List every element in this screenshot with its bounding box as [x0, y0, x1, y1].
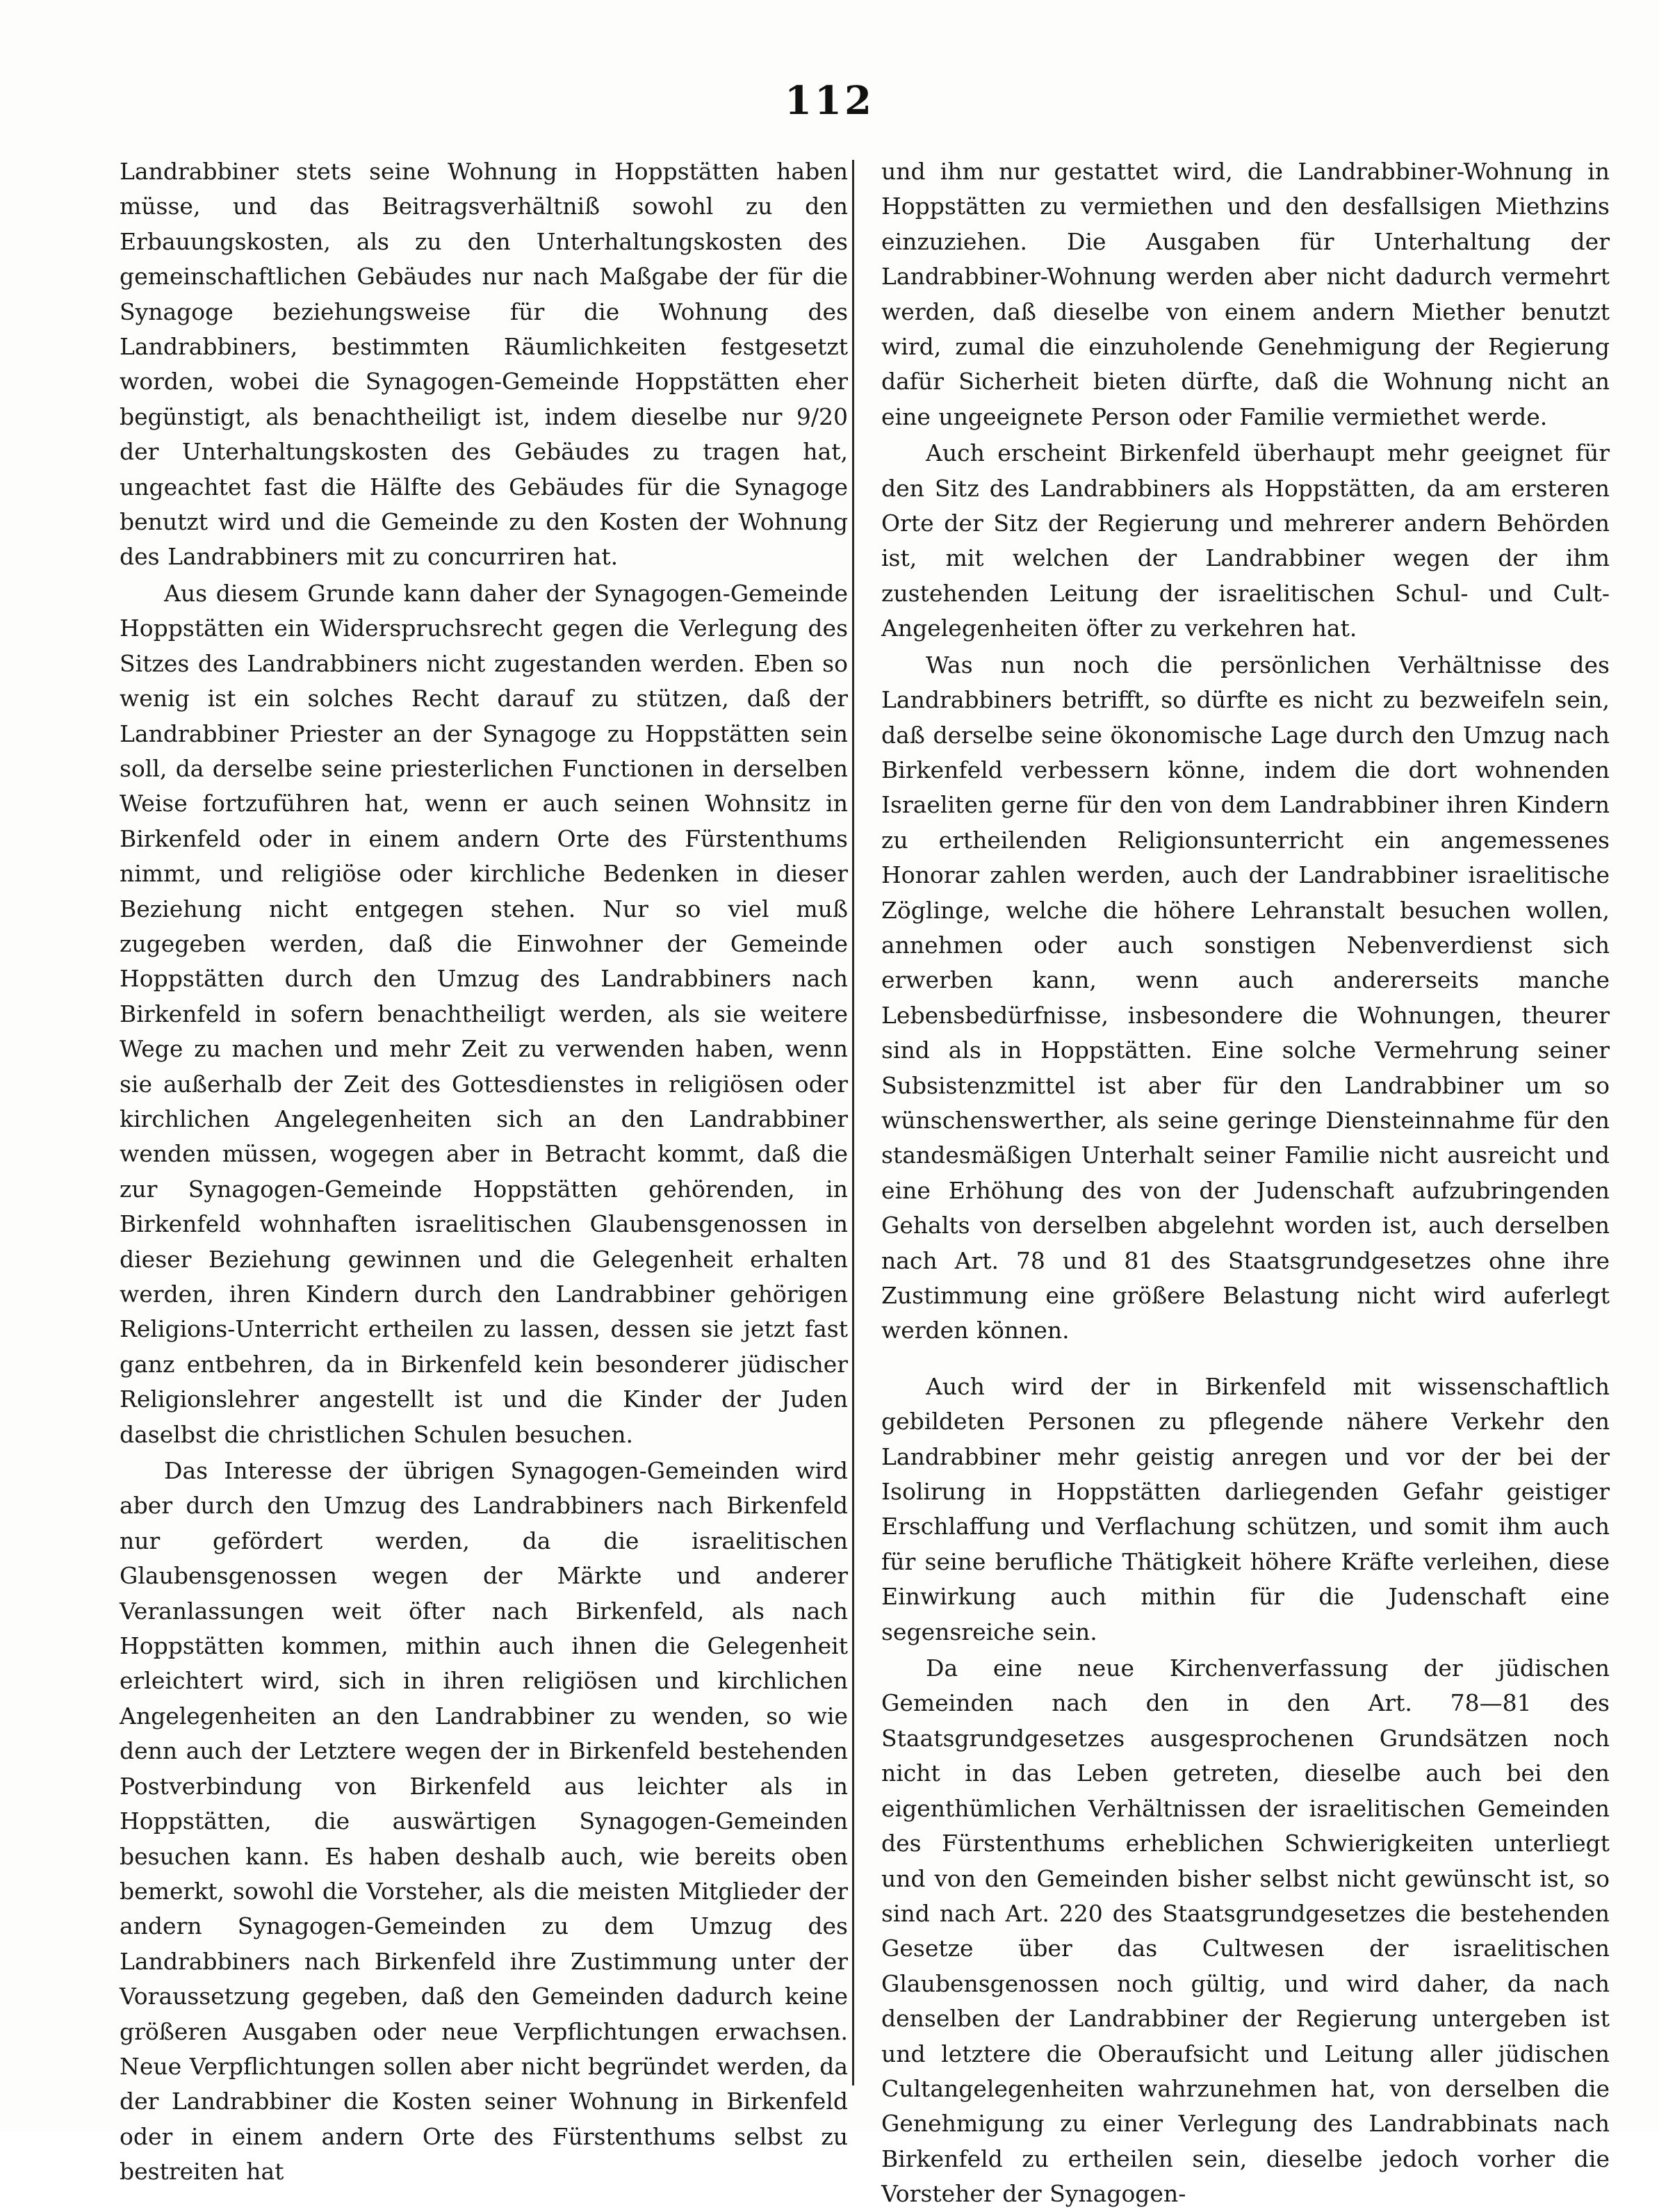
column-divider — [852, 160, 854, 2085]
left-paragraph-2: Aus diesem Grunde kann daher der Synagogen-Gemeinde Hoppstätten ein Widerspruchsrecht gegen die Verlegung des Sitzes des Landrabbiners nicht zugestanden werden. Eben so wenig ist ein solches Recht darauf zu stützen, daß der Landrabbiner Priester an der Synagoge zu Hoppstätten sein soll, da derselbe seine priesterlichen Functionen in derselben Weise fortzuführen hat, wenn er auch seinen Wohnsitz in Birkenfeld oder in einem andern Orte des Fürstenthums nimmt, und religiöse oder kirchliche Bedenken in dieser Beziehung nicht entgegen stehen. Nur so viel muß zugegeben werden, daß die Einwohner der Gemeinde Hoppstätten durch den Umzug des Landrabbiners nach Birkenfeld in sofern benachtheiligt werden, als sie weitere Wege zu machen und mehr Zeit zu verwenden haben, wenn sie außerhalb der Zeit des Gottesdienstes in religiösen oder kirchlichen Angelegenheiten sich an den Landrabbiner wenden müssen, wogegen aber in Betracht kommt, daß die zur Synagogen-Gemeinde Hoppstätten gehörenden, in Birkenfeld wohnhaften israelitischen Glaubensgenossen in dieser Beziehung gewinnen und die Gelegenheit erhalten werden, ihren Kindern durch den Landrabbiner gehörigen Religions-Unterricht ertheilen zu lassen, dessen sie jetzt fast ganz entbehren, da in Birkenfeld kein besonderer jüdischer Religionslehrer angestellt ist und die Kinder der Juden daselbst die christlichen Schulen besuchen. — [120, 579, 848, 1448]
page-number: 112 — [785, 78, 874, 124]
right-paragraph-4: Auch wird der in Birkenfeld mit wissenschaftlich gebildeten Personen zu pflegende nähere Verkehr den Landrabbiner mehr geistig anregen und vor der bei der Isolirung in Hoppstätten darliegenden Gefahr geistiger Erschlaffung und Verflachung schützen, und somit ihm auch für seine berufliche Thätigkeit höhere Kräfte verleihen, diese Einwirkung auch mithin für die Judenschaft eine segensreiche sein. — [881, 1372, 1610, 1645]
paragraph-spacer — [881, 1349, 1610, 1369]
right-paragraph-3: Was nun noch die persönlichen Verhältnisse des Landrabbiners betrifft, so dürfte es nicht zu bezweifeln sein, daß derselbe seine ökonomische Lage durch den Umzug nach Birkenfeld verbessern könne, indem die dort wohnenden Israeliten gerne für den von dem Landrabbiner ihren Kindern zu ertheilenden Religionsunterricht ein angemessenes Honorar zahlen werden, auch der Landrabbiner israelitische Zöglinge, welche die höhere Lehranstalt besuchen wollen, annehmen oder auch sonstigen Nebenverdienst sich erwerben kann, wenn auch andererseits manche Lebensbedürfnisse, insbesondere die Wohnungen, theurer sind als in Hoppstätten. Eine solche Vermehrung seiner Subsistenzmittel ist aber für den Landrabbiner um so wünschenswerther, als seine geringe Diensteinnahme für den standesmäßigen Unterhalt seiner Familie nicht ausreicht und eine Erhöhung des von der Judenschaft aufzubringenden Gehalts von derselben abgelehnt worden ist, auch derselben nach Art. 78 und 81 des Staatsgrundgesetzes ohne ihre Zustimmung eine größere Belastung nicht wird auferlegt werden können. — [881, 651, 1610, 1344]
right-paragraph-5: Da eine neue Kirchenverfassung der jüdischen Gemeinden nach den in den Art. 78—81 des Staatsgrundgesetzes ausgesprochenen Grundsätzen noch nicht in das Leben getreten, dieselbe auch bei den eigenthümlichen Verhältnissen der israelitischen Gemeinden des Fürstenthums erheblichen Schwierigkeiten unterliegt und von den Gemeinden bisher selbst nicht gewünscht ist, so sind nach Art. 220 des Staatsgrundgesetzes die bestehenden Gesetze über das Cultwesen der israelitischen Glaubensgenossen noch gültig, und wird daher, da nach denselben der Landrabbiner der Regierung untergeben ist und letztere die Oberaufsicht und Leitung aller jüdischen Cultangelegenheiten wahrzunehmen hat, von derselben die Genehmigung zu einer Verlegung des Landrabbinats nach Birkenfeld zu ertheilen sein, dieselbe jedoch vorher die Vorsteher der Synagogen- — [881, 1654, 1610, 2208]
left-paragraph-3: Das Interesse der übrigen Synagogen-Gemeinden wird aber durch den Umzug des Landrabbiners nach Birkenfeld nur gefördert werden, da die israelitischen Glaubensgenossen wegen der Märkte und anderer Veranlassungen weit öfter nach Birkenfeld, als nach Hoppstätten kommen, mithin auch ihnen die Gelegenheit erleichtert wird, sich in ihren religiösen und kirchlichen Angelegenheiten an den Landrabbiner zu wenden, so wie denn auch der Letztere wegen der in Birkenfeld bestehenden Postverbindung von Birkenfeld aus leichter als in Hoppstätten, die auswärtigen Synagogen-Gemeinden besuchen kann. Es haben deshalb auch, wie bereits oben bemerkt, sowohl die Vorsteher, als die meisten Mitglieder der andern Synagogen-Gemeinden zu dem Umzug des Landrabbiners nach Birkenfeld ihre Zustimmung unter der Voraussetzung gegeben, daß den Gemeinden dadurch keine größeren Ausgaben oder neue Verpflichtungen erwachsen. Neue Verpflichtungen sollen aber nicht begründet werden, da der Landrabbiner die Kosten seiner Wohnung in Birkenfeld oder in einem andern Orte des Fürstenthums selbst zu bestreiten hat — [120, 1457, 848, 2186]
left-column — [120, 154, 848, 2186]
right-paragraph-2: Auch erscheint Birkenfeld überhaupt mehr geeignet für den Sitz des Landrabbiners als Hoppstätten, da am ersteren Orte der Sitz der Regierung und mehrerer andern Behörden ist, mit welchen der Landrabbiner wegen der ihm zustehenden Leitung der israelitischen Schul- und Cult-Angelegenheiten öfter zu verkehren hat. — [881, 439, 1610, 642]
right-paragraph-1: und ihm nur gestattet wird, die Landrabbiner-Wohnung in Hoppstätten zu vermiethen und den desfallsigen Miethzins einzuziehen. Die Ausgaben für Unterhaltung der Landrabbiner-Wohnung werden aber nicht dadurch vermehrt werden, daß dieselbe von einem andern Miether benutzt wird, zumal die einzuholende Genehmigung der Regierung dafür Sicherheit bieten dürfte, daß die Wohnung nicht an eine ungeeignete Person oder Familie vermiethet werde. — [881, 158, 1610, 430]
right-column — [881, 154, 1610, 2208]
left-paragraph-1: Landrabbiner stets seine Wohnung in Hoppstätten haben müsse, und das Beitragsverhältniß sowohl zu den Erbauungskosten, als zu den Unterhaltungskosten des gemeinschaftlichen Gebäudes nur nach Maßgabe der für die Synagoge beziehungsweise für die Wohnung des Landrabbiners, bestimmten Räumlichkeiten festgesetzt worden, wobei die Synagogen-Gemeinde Hoppstätten eher begünstigt, als benachtheiligt ist, indem dieselbe nur 9/20 der Unterhaltungskosten des Gebäudes zu tragen hat, ungeachtet fast die Hälfte des Gebäudes für die Synagoge benutzt wird und die Gemeinde zu den Kosten der Wohnung des Landrabbiners mit zu concurriren hat. — [120, 158, 848, 571]
